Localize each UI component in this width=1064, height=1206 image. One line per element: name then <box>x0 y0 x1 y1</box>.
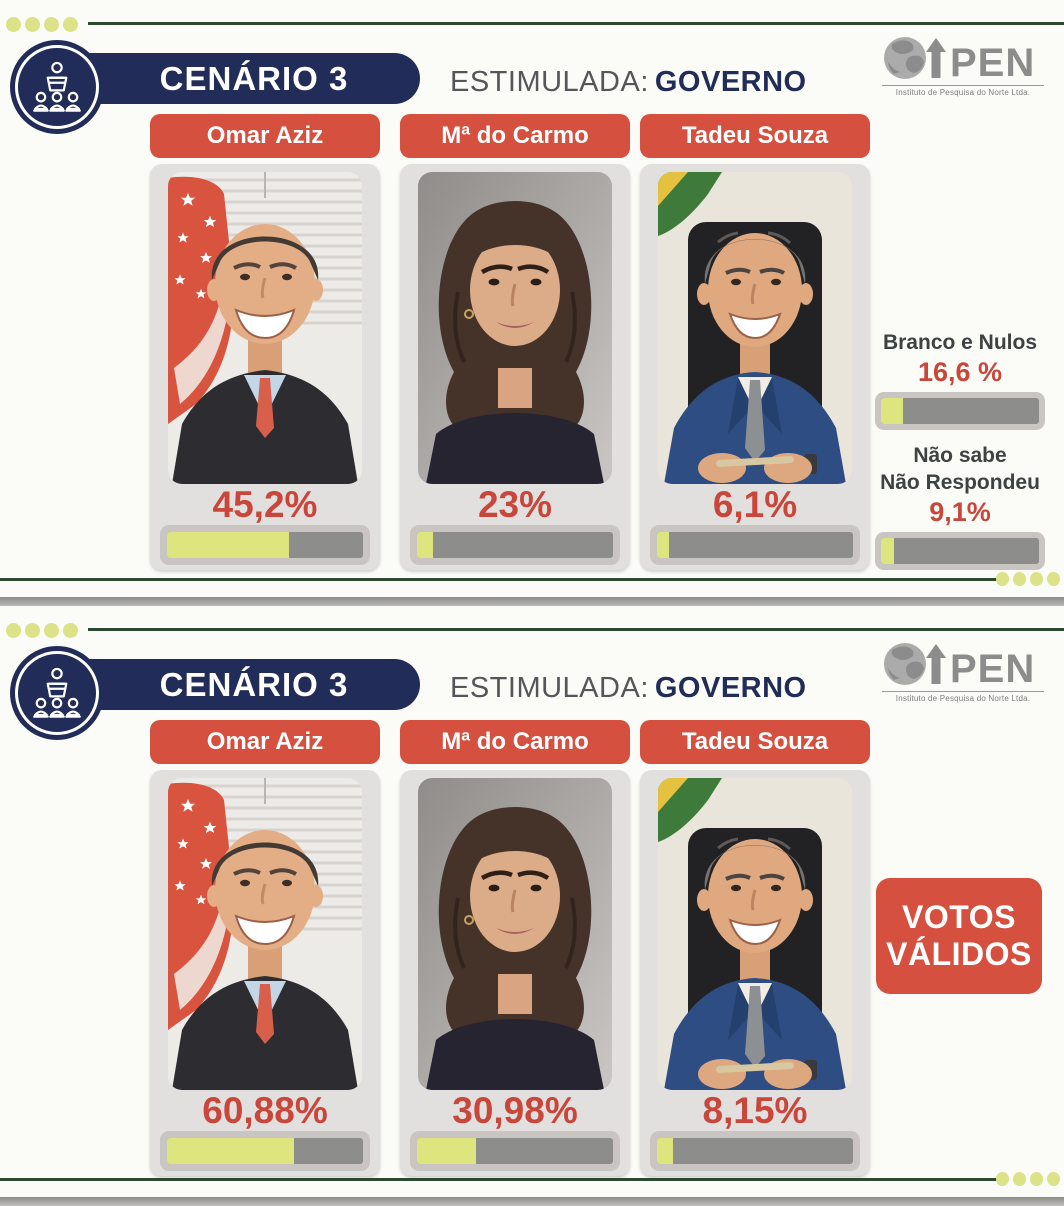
result-bar <box>875 532 1045 570</box>
corner-dots <box>996 572 1060 586</box>
percentage-value: 23% <box>477 484 553 525</box>
result-bar <box>410 525 620 565</box>
result-bar-fill <box>167 1138 294 1164</box>
candidate-name-banner: Mª do Carmo <box>400 720 630 764</box>
result-bar-fill <box>881 398 903 424</box>
candidate-column <box>400 114 630 570</box>
candidate-column <box>150 720 380 1176</box>
votos-validos-badge: VOTOS VÁLIDOS <box>876 878 1042 994</box>
result-bar-fill <box>657 532 669 558</box>
candidate-card <box>640 770 870 1176</box>
divider-line <box>88 22 1064 25</box>
divider-line <box>0 1178 1002 1181</box>
scenario-badge <box>10 40 104 134</box>
scenario-banner <box>58 659 420 710</box>
candidate-column <box>640 720 870 1176</box>
result-bar-fill <box>417 532 433 558</box>
corner-dots <box>6 17 78 32</box>
question-label: ESTIMULADA: <box>450 66 649 98</box>
candidate-photo <box>658 172 852 484</box>
candidate-card <box>400 770 630 1176</box>
bottom-strip <box>0 1197 1064 1206</box>
scenario-banner <box>58 53 420 104</box>
ipen-logo <box>882 640 1044 703</box>
scenario-title: CENÁRIO 3 <box>159 665 349 703</box>
question-value: GOVERNO <box>654 66 807 98</box>
candidate-card <box>150 770 380 1176</box>
result-bar <box>160 1131 370 1171</box>
ipen-logo-graphic <box>882 640 1044 686</box>
result-bar <box>650 525 860 565</box>
candidate-photo <box>168 778 362 1090</box>
panel-estimulada <box>0 0 1064 597</box>
corner-dots <box>6 623 78 638</box>
result-bar-fill <box>657 1138 673 1164</box>
candidate-photo <box>168 172 362 484</box>
candidate-name-banner: Tadeu Souza <box>640 720 870 764</box>
candidate-name-banner: Omar Aziz <box>150 114 380 158</box>
result-bar <box>410 1131 620 1171</box>
percentage-value: 6,1% <box>712 484 798 525</box>
result-bar <box>160 525 370 565</box>
side-result-label: Não sabe Não Respondeu <box>880 444 1040 494</box>
panel-votos-validos <box>0 606 1064 1197</box>
candidate-photo <box>658 778 852 1090</box>
question-label: ESTIMULADA: <box>450 672 649 704</box>
corner-dots <box>996 1172 1060 1186</box>
percentage-value: 30,98% <box>452 1090 578 1131</box>
candidate-column <box>150 114 380 570</box>
scenario-badge <box>10 646 104 740</box>
divider-line <box>0 578 1002 581</box>
panel-divider <box>0 597 1064 606</box>
question <box>450 672 807 705</box>
percentage-value: 60,88% <box>202 1090 328 1131</box>
side-results <box>875 330 1045 570</box>
question <box>450 66 807 99</box>
scenario-title: CENÁRIO 3 <box>159 59 349 97</box>
result-bar-fill <box>881 538 894 564</box>
logo-subtitle: Instituto de Pesquisa do Norte Ltda. <box>882 85 1044 97</box>
question-value: GOVERNO <box>654 672 807 704</box>
candidate-card <box>150 164 380 570</box>
candidate-column <box>400 720 630 1176</box>
candidate-card <box>400 164 630 570</box>
result-bar-fill <box>417 1138 476 1164</box>
result-bar-fill <box>167 532 289 558</box>
side-result-label: Branco e Nulos <box>882 331 1038 354</box>
side-result-value: 16,6 % <box>917 357 1003 388</box>
candidate-photo <box>418 778 612 1090</box>
percentage-value: 45,2% <box>212 484 318 525</box>
logo-subtitle: Instituto de Pesquisa do Norte Ltda. <box>882 691 1044 703</box>
divider-line <box>88 628 1064 631</box>
candidate-name-banner: Tadeu Souza <box>640 114 870 158</box>
candidate-column <box>640 114 870 570</box>
podium-icon <box>30 60 84 114</box>
ipen-logo <box>882 34 1044 97</box>
candidate-name-banner: Omar Aziz <box>150 720 380 764</box>
ipen-logo-graphic <box>882 34 1044 80</box>
podium-icon <box>30 666 84 720</box>
candidate-card <box>640 164 870 570</box>
result-bar <box>875 392 1045 430</box>
percentage-value: 8,15% <box>702 1090 808 1131</box>
candidate-photo <box>418 172 612 484</box>
candidate-name-banner: Mª do Carmo <box>400 114 630 158</box>
result-bar <box>650 1131 860 1171</box>
side-result-value: 9,1% <box>929 496 991 527</box>
